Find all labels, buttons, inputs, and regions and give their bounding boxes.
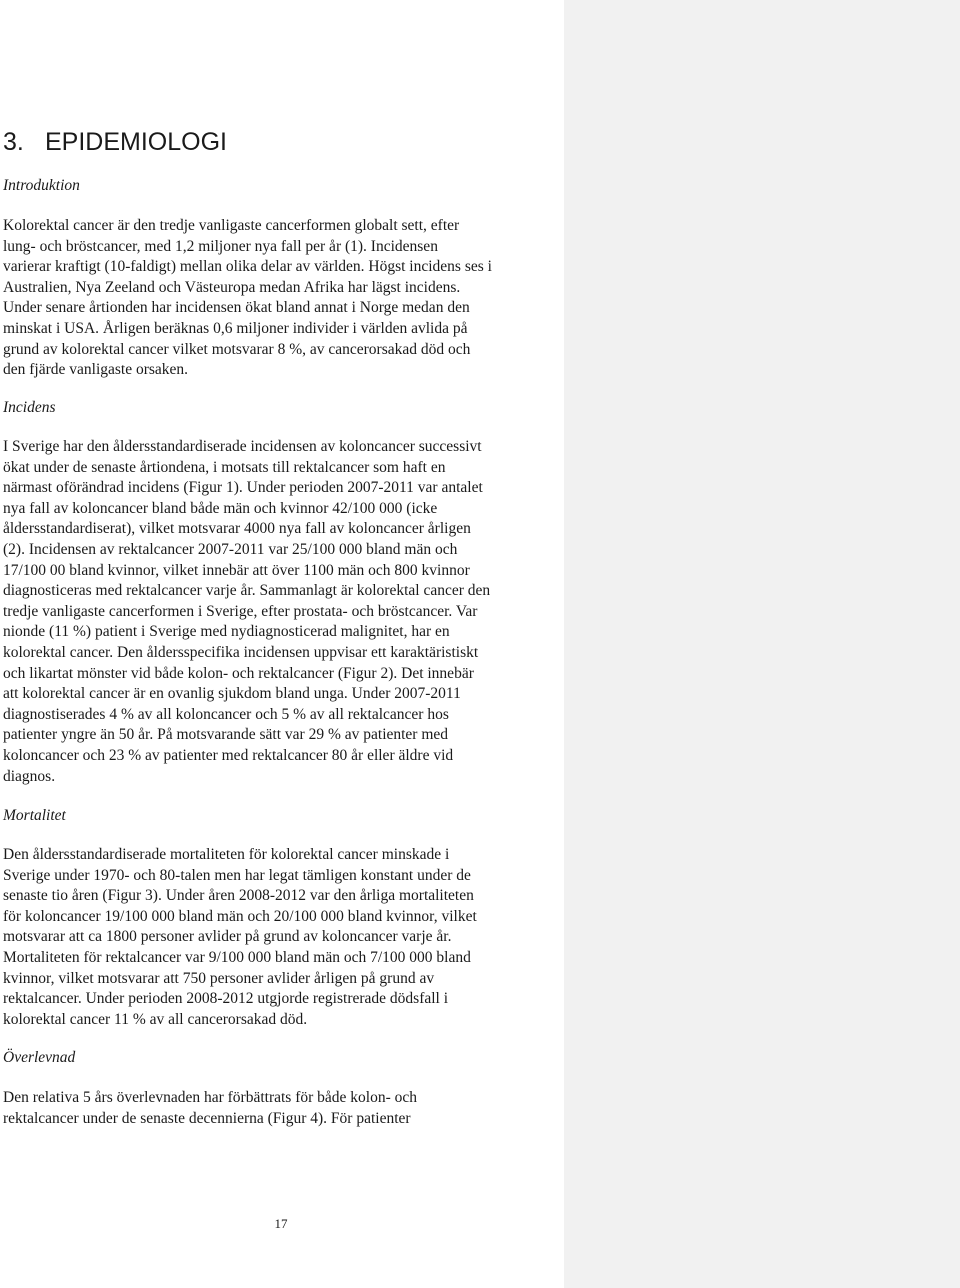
text-line: 17/100 00 bland kvinnor, vilket innebär att över 1100 män och 800 kvinnor — [3, 561, 470, 579]
text-line: I Sverige har den åldersstandardiserade incidensen av koloncancer successivt — [3, 438, 482, 455]
text-line: grund av kolorektal cancer vilket motsvarar 8 %, av cancerorsakad död och — [3, 340, 471, 358]
paragraph-mortalitet — [3, 845, 559, 1030]
text-line: diagnosticeras med rektalcancer varje år. Sammanlagt är kolorektal cancer den — [3, 582, 491, 600]
text-line: Australien, Nya Zeeland och Västeuropa medan Afrika har lägst incidens. — [3, 278, 461, 296]
text-line: nya fall av koloncancer bland både män och kvinnor 42/100 000 (icke — [3, 499, 438, 517]
text-line: Mortaliteten för rektalcancer var 9/100 000 bland män och 7/100 000 bland — [3, 948, 471, 966]
text-line: minskat i USA. Årligen beräknas 0,6 miljoner individer i världen avlida på — [3, 319, 468, 337]
text-line: rektalcancer. Under perioden 2008-2012 utgjorde registrerade dödsfall i — [3, 990, 449, 1008]
text-line: varierar kraftigt (10-faldigt) mellan olika delar av världen. Högst incidens ses i — [3, 258, 492, 276]
text-line: för koloncancer 19/100 000 bland män och 20/100 000 bland kvinnor, vilket — [3, 907, 477, 925]
paragraph-overlevnad — [3, 1088, 559, 1129]
section-title: EPIDEMIOLOGI — [45, 128, 227, 156]
text-line: kolorektal cancer. Den åldersspecifika incidensen uppvisar ett karaktäristiskt — [3, 643, 479, 661]
section-number: 3. — [3, 128, 24, 156]
text-line: diagnostiserades 4 % av all koloncancer och 5 % av all rektalcancer hos — [3, 705, 449, 723]
text-line: ökat under de senaste årtiondena, i motsats till rektalcancer som haft en — [3, 458, 446, 476]
text-line: närmast oförändrad incidens (Figur 1). Under perioden 2007-2011 var antalet — [3, 479, 483, 497]
text-line: nionde (11 %) patient i Sverige med nydiagnosticerad malignitet, har en — [3, 623, 450, 641]
text-line: kolorektal cancer 11 % av all cancerorsakad död. — [3, 1010, 308, 1028]
text-line: motsvarar att ca 1800 personer avlider på grund av koloncancer varje år. — [3, 928, 452, 946]
text-line: att kolorektal cancer är en ovanlig sjukdom bland unga. Under 2007-2011 — [3, 685, 461, 703]
text-line: senaste tio åren (Figur 3). Under åren 2008-2012 var den årliga mortaliteten — [3, 887, 474, 905]
right-margin-panel — [564, 0, 960, 1288]
text-line: diagnos. — [3, 767, 56, 785]
text-line: åldersstandardiserat), vilket motsvarar 4000 nya fall av koloncancer årligen — [3, 520, 471, 538]
text-line: Kolorektal cancer är den tredje vanligaste cancerformen globalt sett, efter — [3, 217, 460, 234]
text-line: lung- och bröstcancer, med 1,2 miljoner nya fall per år (1). Incidensen — [3, 237, 438, 255]
subheading-overlevnad: Överlevnad — [3, 1049, 76, 1066]
text-line: patienter yngre än 50 år. På motsvarande sätt var 29 % av patienter med — [3, 726, 449, 744]
section-heading — [3, 127, 227, 157]
text-line: tredje vanligaste cancerformen i Sverige, efter prostata- och bröstcancer. Var — [3, 602, 478, 620]
text-line: rektalcancer under de senaste decennierna (Figur 4). För patienter — [3, 1109, 411, 1127]
text-line: kvinnor, vilket motsvarar att 750 personer avlider årligen på grund av — [3, 969, 435, 987]
text-line: och likartat mönster vid både kolon- och rektalcancer (Figur 2). Det innebär — [3, 664, 474, 682]
text-line: Den åldersstandardiserade mortaliteten för kolorektal cancer minskade i — [3, 846, 450, 863]
text-line: Sverige under 1970- och 80-talen men har legat tämligen konstant under de — [3, 866, 471, 884]
text-line: den fjärde vanligaste orsaken. — [3, 361, 189, 379]
text-line: Den relativa 5 års överlevnaden har förbättrats för både kolon- och — [3, 1089, 418, 1106]
text-line: koloncancer och 23 % av patienter med rektalcancer 80 år eller äldre vid — [3, 746, 454, 764]
page-number: 17 — [274, 1216, 288, 1231]
subheading-mortalitet: Mortalitet — [3, 807, 66, 824]
paragraph-introduktion — [3, 216, 559, 381]
paragraph-incidens — [3, 437, 559, 787]
text-line: (2). Incidensen av rektalcancer 2007-2011 var 25/100 000 bland män och — [3, 540, 458, 558]
subheading-incidens: Incidens — [3, 399, 56, 416]
subheading-introduktion: Introduktion — [3, 177, 80, 194]
text-line: Under senare årtionden har incidensen ökat bland annat i Norge medan den — [3, 299, 470, 317]
